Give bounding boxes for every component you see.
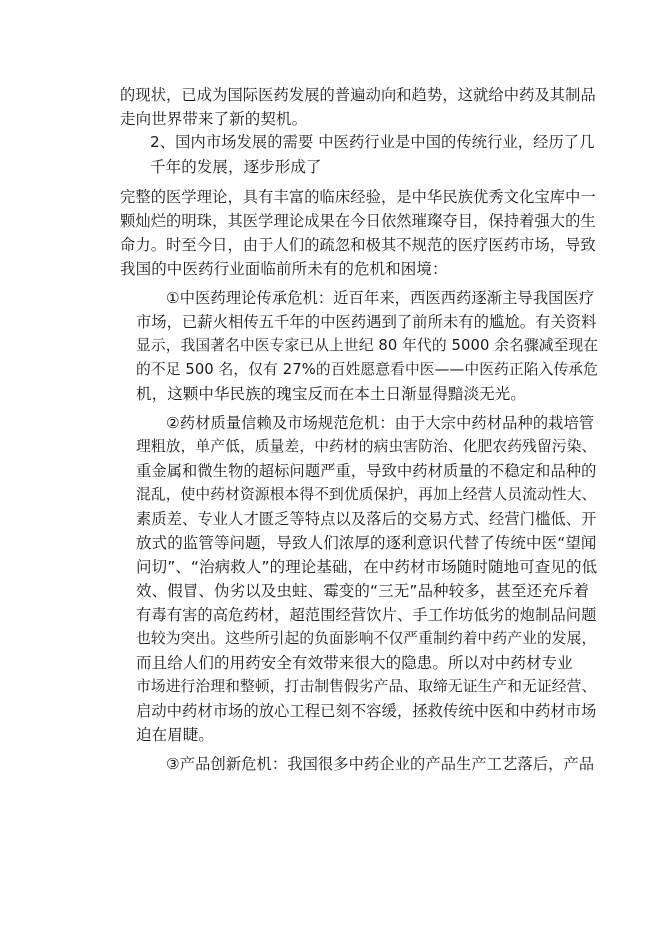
text-line: 完整的医学理论，具有丰富的临床经验，是中华民族优秀文化宝库中一 bbox=[120, 188, 596, 206]
text-line: 走向世界带来了新的契机。 bbox=[120, 110, 308, 128]
text-line: 的不足 500 名，仅有 27%的百姓愿意看中医——中医药正陷入传承危 bbox=[136, 361, 599, 378]
text-line: 机，这颗中华民族的瑰宝反而在本土日渐显得黯淡无光。 bbox=[136, 385, 527, 403]
text-line: 混乱，使中药材资源根本得不到优质保护，再加上经营人员流动性大、 bbox=[136, 486, 597, 503]
text-line: 市场，已薪火相传五千年的中医药遇到了前所未有的尴尬。有关资料 bbox=[136, 313, 597, 331]
text-line: 问切”、“治病救人”的理论基础，在中药材市场随时随地可查见的低 bbox=[136, 558, 598, 576]
text-line: ①中医药理论传承危机：近百年来，西医西药逐渐主导我国医疗 bbox=[166, 289, 595, 307]
text-line: 迫在眉睫。 bbox=[136, 726, 215, 744]
text-line: 的现状，已成为国际医药发展的普遍动向和趋势，这就给中药及其制品 bbox=[120, 86, 596, 104]
text-line: ③产品创新危机：我国很多中药企业的产品生产工艺落后，产品 bbox=[166, 755, 595, 773]
text-line: 显示，我国著名中医专家已从上世纪 80 年代的 5000 余名骤减至现在 bbox=[136, 337, 599, 354]
text-line: 放式的监管等问题，导致人们浓厚的逐利意识代替了传统中医“望闻 bbox=[136, 534, 597, 552]
text-line: 重金属和微生物的超标问题严重，导致中药材质量的不稳定和品种的 bbox=[136, 462, 597, 480]
text-line: 颗灿烂的明珠，其医学理论成果在今日依然璀璨夺目，保持着强大的生 bbox=[120, 212, 596, 230]
text-line: 我国的中医药行业面临前所未有的危机和困境： bbox=[120, 260, 448, 278]
text-line: 而且给人们的用药安全有效带来很大的隐患。所以对中药材专业 bbox=[136, 654, 573, 672]
text-line: ②药材质量信赖及市场规范危机：由于大宗中药材品种的栽培管 bbox=[166, 414, 595, 432]
text-line: 千年的发展，逐步形成了 bbox=[150, 158, 322, 176]
text-line: 素质差、专业人才匮乏等特点以及落后的交易方式、经营门槛低、开 bbox=[136, 510, 597, 528]
text-line: 2、国内市场发展的需要 中医药行业是中国的传统行业，经历了几 bbox=[150, 133, 595, 151]
text-line: 市场进行治理和整顿，打击制售假劣产品、取缔无证生产和无证经营、 bbox=[136, 678, 597, 695]
text-line: 效、假冒、伪劣以及虫蛀、霉变的“三无”品种较多，甚至还充斥着 bbox=[136, 582, 590, 600]
text-line: 启动中药材市场的放心工程已刻不容缓，拯救传统中医和中药材市场 bbox=[136, 702, 597, 720]
text-line: 也较为突出。这些所引起的负面影响不仅严重制约着中药产业的发展， bbox=[136, 630, 597, 647]
text-line: 命力。时至今日，由于人们的疏忽和极其不规范的医疗医药市场，导致 bbox=[120, 236, 596, 254]
text-line: 有毒有害的高危药材，超范围经营饮片、手工作坊低劣的炮制品问题 bbox=[136, 606, 597, 624]
text-line: 理粗放，单产低，质量差，中药材的病虫害防治、化肥农药残留污染、 bbox=[136, 438, 597, 455]
